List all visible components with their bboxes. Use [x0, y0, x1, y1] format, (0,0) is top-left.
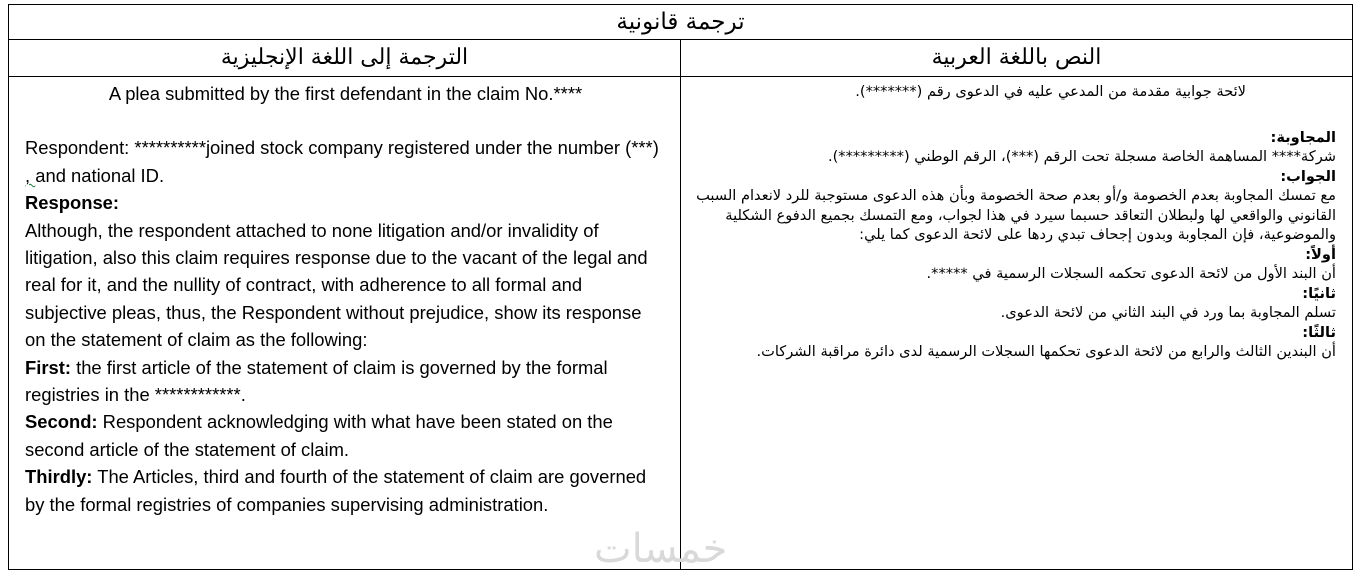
arabic-first-text: أن البند الأول من لائحة الدعوى تحكمه السجلات الرسمية في *****. — [926, 265, 1336, 282]
arabic-respondent-text: شركة**** المساهمة الخاصة مسجلة تحت الرقم (***)، الرقم الوطني (*********). — [827, 148, 1336, 165]
english-column-header: الترجمة إلى اللغة الإنجليزية — [9, 40, 681, 77]
english-response-text: Although, the respondent attached to none litigation and/or invalidity of litigation, also this claim requires response due to the vacant of the legal and real for it, and the nullity of contract, with adherence to all formal and subjective pleas, thus, the Respondent without prejudice, show its response on the statement of claim as the following: — [25, 219, 648, 351]
respondent-text-1: **********joined stock company registered under the number (***) — [129, 137, 659, 159]
second-text: Respondent acknowledging with what have been stated on the second article of the statement of claim. — [25, 411, 613, 460]
arabic-third-label: ثالثًا: — [1302, 323, 1336, 341]
english-heading: A plea submitted by the first defendant in the claim No.**** — [108, 83, 583, 104]
arabic-second-text: تسلم المجاوبة بما ورد في البند الثاني من لائحة الدعوى. — [1000, 304, 1336, 321]
arabic-respondent-label: المجاوبة: — [1270, 128, 1336, 146]
blank-line — [25, 107, 666, 134]
english-first-paragraph — [25, 354, 666, 409]
english-response-label — [25, 189, 666, 216]
first-label: First: — [25, 356, 71, 378]
khamsat-watermark: خمسات — [594, 526, 728, 572]
arabic-third-text: أن البندين الثالث والرابع من لائحة الدعوى تحكمها السجلات الرسمية لدى دائرة مراقبة الشركات. — [756, 343, 1336, 360]
arabic-first-label: أولاً: — [1305, 245, 1336, 263]
third-label: Thirdly: — [25, 466, 93, 488]
english-text-cell — [9, 77, 681, 570]
arabic-response-text: مع تمسك المجاوبة بعدم الخصومة و/أو بعدم صحة الخصومة وبأن هذه الدعوى مستوجبة للرد لانعدام السبب القانوني والواقعي لها ولبطلان التعاقد حسبما سيرد في هذا لجواب، ومع التمسك بجميع الدفوع الشكلية والموضوعية، فإن المجاوبة وبدون إجحاف تبدي ردها على لائحة الدعوى كما يلي: — [696, 187, 1336, 243]
translation-table — [8, 4, 1353, 570]
spellcheck-squiggle: , — [25, 164, 36, 186]
arabic-response-label: الجواب: — [1280, 167, 1336, 185]
arabic-second-label: ثانيًا: — [1302, 284, 1336, 302]
arabic-column-header: النص باللغة العربية — [681, 40, 1353, 77]
second-label: Second: — [25, 411, 98, 433]
arabic-text-cell — [681, 77, 1353, 570]
response-label: Response: — [25, 192, 120, 214]
third-text: The Articles, third and fourth of the statement of claim are governed by the formal registries of companies supervising administration. — [25, 466, 647, 515]
english-third-paragraph — [25, 463, 666, 518]
first-text: the first article of the statement of claim is governed by the formal registries in the ************. — [25, 356, 608, 406]
respondent-label: Respondent: — [25, 137, 130, 159]
english-respondent-paragraph — [25, 134, 666, 189]
respondent-text-2: and national ID. — [35, 164, 165, 186]
document-title: ترجمة قانونية — [9, 5, 1353, 40]
arabic-heading: لائحة جوابية مقدمة من المدعي عليه في الدعوى رقم (*******). — [855, 83, 1246, 100]
english-second-paragraph — [25, 408, 666, 463]
